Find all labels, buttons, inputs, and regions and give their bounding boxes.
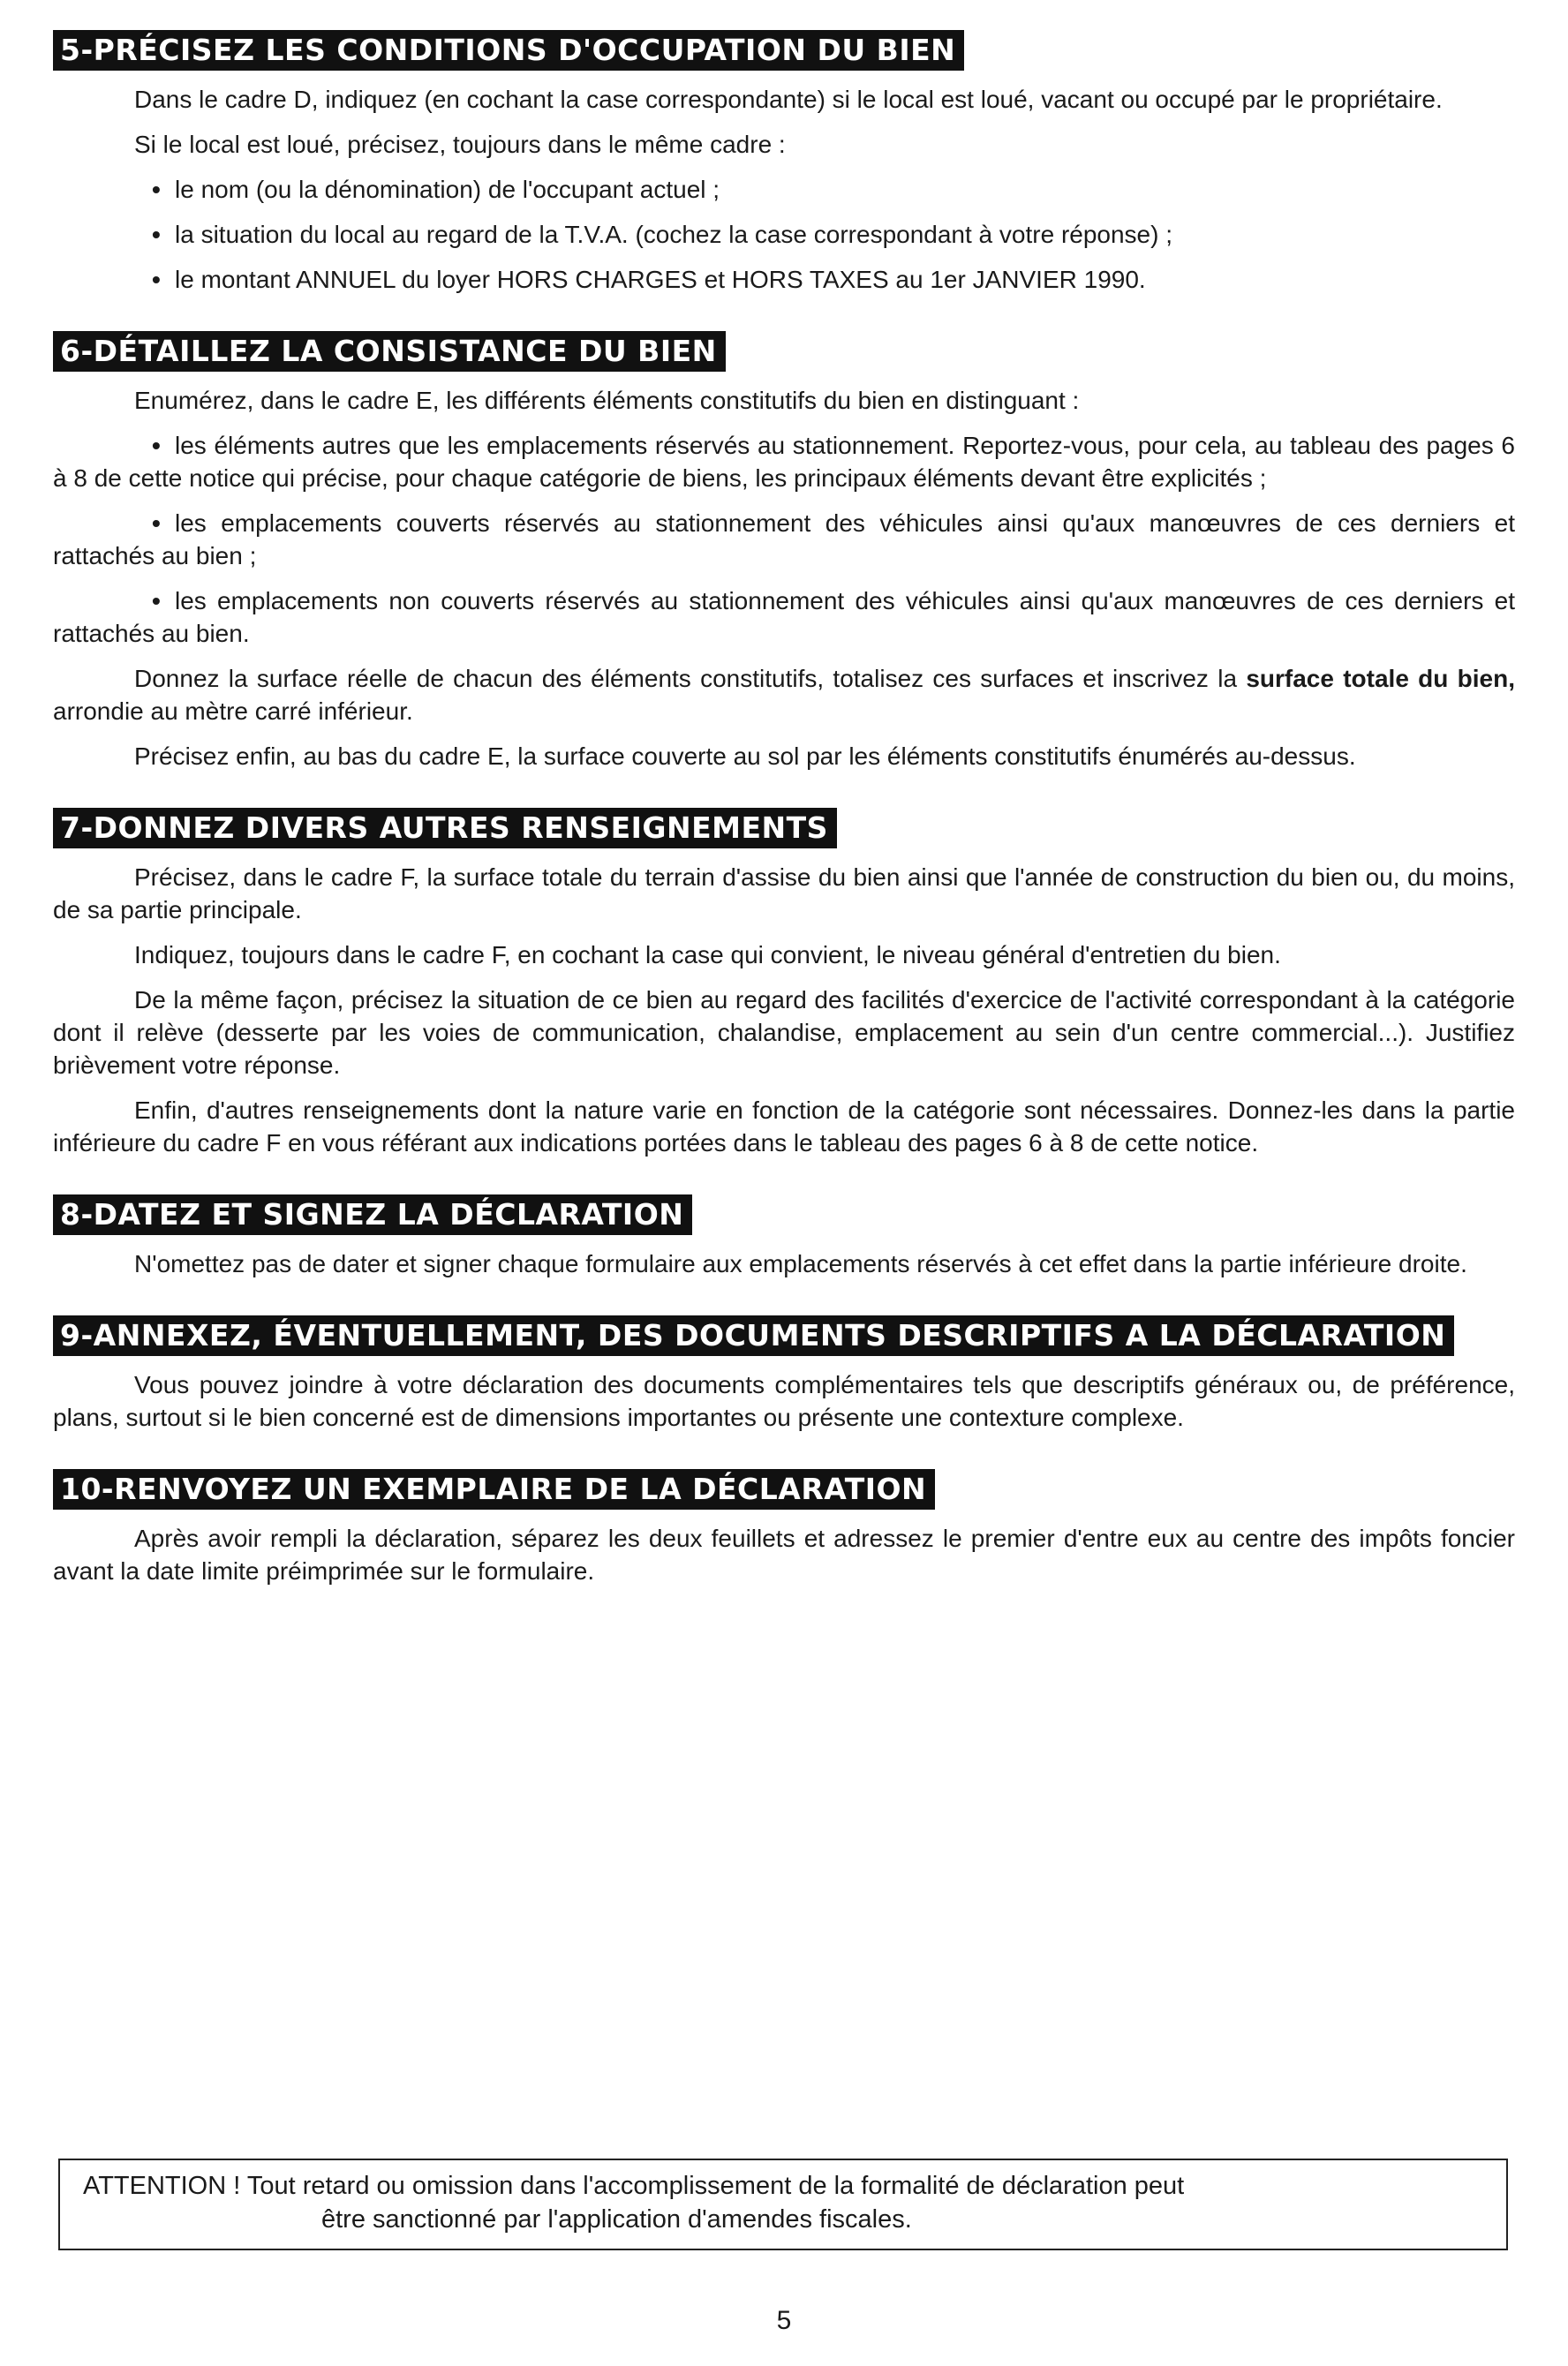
page-number: 5 [776,2306,792,2335]
paragraph: Après avoir rempli la déclaration, séparez les deux feuillets et adressez le premier d'entre eux au centre des impôts foncier avant la date limite préimprimée sur le formulaire. [53,1525,1515,1585]
section-6 [53,331,1515,772]
section-9 [53,1315,1515,1434]
paragraph: Enfin, d'autres renseignements dont la nature varie en fonction de la catégorie sont nécessaires. Donnez-les dans la partie inférieure du cadre F en vous référant aux indications portées dans le tableau des pages 6 à 8 de cette notice. [53,1096,1515,1157]
paragraph: Enumérez, dans le cadre E, les différents éléments constitutifs du bien en distinguant : [134,387,1080,414]
bullet-icon: • [152,266,161,293]
emphasis: surface totale du bien, [1246,665,1516,692]
list-item: • le nom (ou la dénomination) de l'occupant actuel ; [53,173,1515,206]
list-item: • le montant ANNUEL du loyer HORS CHARGES et HORS TAXES au 1er JANVIER 1990. [53,263,1515,296]
paragraph: N'omettez pas de dater et signer chaque formulaire aux emplacements réservés à cet effet dans la partie inférieure droite. [134,1250,1467,1277]
list-item: • les emplacements couverts réservés au stationnement des véhicules ainsi qu'aux manœuvres de ces derniers et rattachés au bien ; [53,507,1515,572]
notice-page [53,30,1515,1623]
section-heading: 6-DÉTAILLEZ LA CONSISTANCE DU BIEN [53,331,726,372]
section-heading: 7-DONNEZ DIVERS AUTRES RENSEIGNEMENTS [53,808,837,848]
paragraph: De la même façon, précisez la situation de ce bien au regard des facilités d'exercice de l'activité correspondant à la catégorie dont il relève (desserte par les voies de communication, chalandise, emplacement au sein d'un centre commercial...). Justifiez brièvement votre réponse. [53,986,1515,1079]
bullet-icon: • [152,587,161,614]
bullet-list [53,429,1515,650]
section-heading: 9-ANNEXEZ, ÉVENTUELLEMENT, DES DOCUMENTS DESCRIPTIFS A LA DÉCLARATION [53,1315,1454,1356]
bullet-icon: • [152,176,161,203]
section-heading: 10-RENVOYEZ UN EXEMPLAIRE DE LA DÉCLARATION [53,1469,935,1510]
bullet-icon: • [152,221,161,248]
section-heading: 8-DATEZ ET SIGNEZ LA DÉCLARATION [53,1194,692,1235]
bullet-icon: • [152,432,161,459]
bullet-list [53,173,1515,296]
paragraph: Vous pouvez joindre à votre déclaration des documents complémentaires tels que descriptifs généraux ou, de préférence, plans, surtout si le bien concerné est de dimensions importantes ou présente une contexture complexe. [53,1371,1515,1431]
section-heading: 5-PRÉCISEZ LES CONDITIONS D'OCCUPATION DU BIEN [53,30,964,71]
paragraph: Précisez enfin, au bas du cadre E, la surface couverte au sol par les éléments constitutifs énumérés au-dessus. [134,742,1356,770]
list-item: • les éléments autres que les emplacements réservés au stationnement. Reportez-vous, pour cela, au tableau des pages 6 à 8 de cette notice qui précise, pour chaque catégorie de biens, les principaux éléments devant être explicités ; [53,429,1515,494]
paragraph: Indiquez, toujours dans le cadre F, en cochant la case qui convient, le niveau général d'entretien du bien. [134,941,1281,968]
list-item: • la situation du local au regard de la T.V.A. (cochez la case correspondant à votre réponse) ; [53,218,1515,251]
section-8 [53,1194,1515,1280]
paragraph: Donnez la surface réelle de chacun des éléments constitutifs, totalisez ces surfaces et inscrivez la surface totale du bien, arrondie au mètre carré inférieur. [53,665,1516,725]
attention-line: être sanctionné par l'application d'amendes fiscales. [321,2205,912,2234]
attention-line: ATTENTION ! Tout retard ou omission dans l'accomplissement de la formalité de déclaration peut [83,2172,1185,2200]
attention-box [58,2159,1508,2250]
paragraph: Dans le cadre D, indiquez (en cochant la case correspondante) si le local est loué, vacant ou occupé par le propriétaire. [134,86,1443,113]
section-7 [53,808,1515,1159]
paragraph: Si le local est loué, précisez, toujours dans le même cadre : [134,131,786,158]
paragraph: Précisez, dans le cadre F, la surface totale du terrain d'assise du bien ainsi que l'année de construction du bien ou, du moins, de sa partie principale. [53,863,1515,923]
list-item: • les emplacements non couverts réservés au stationnement des véhicules ainsi qu'aux manœuvres de ces derniers et rattachés au bien. [53,584,1515,650]
bullet-icon: • [152,509,161,537]
section-5 [53,30,1515,296]
section-10 [53,1469,1515,1587]
